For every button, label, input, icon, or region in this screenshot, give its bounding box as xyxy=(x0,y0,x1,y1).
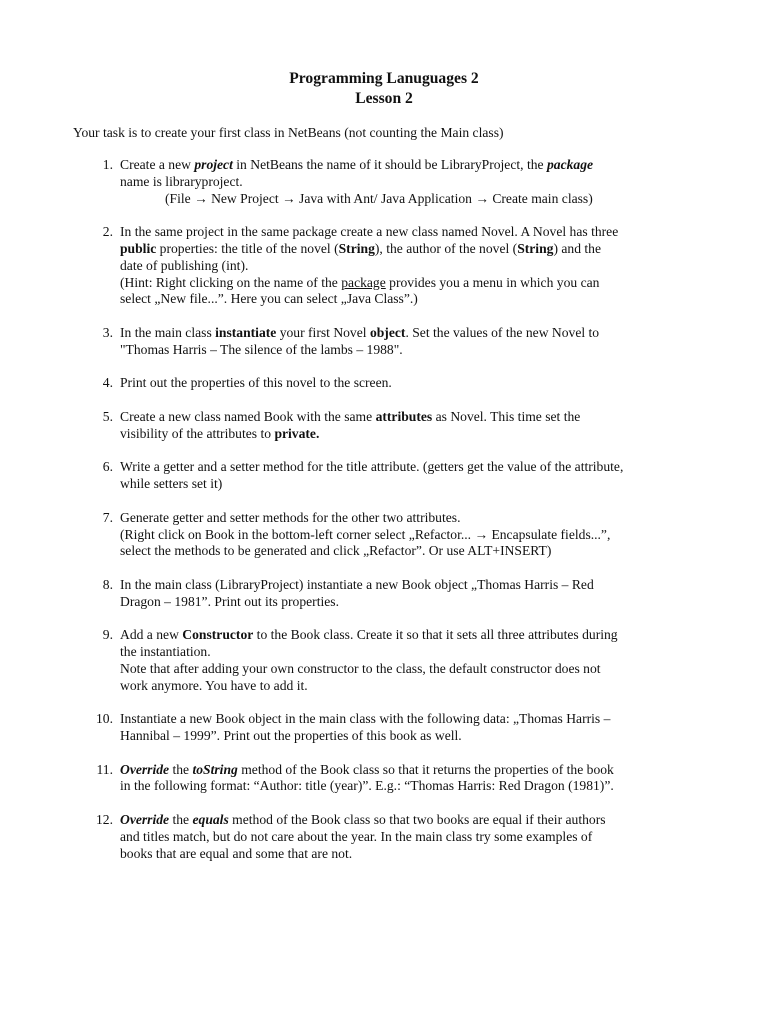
text-segment: Add a new xyxy=(120,627,183,643)
text-segment: method of the Book class so that it returns the properties of the book xyxy=(237,761,614,777)
text-segment: Override xyxy=(120,812,170,828)
text-segment: object xyxy=(369,324,406,340)
text-segment: Note that after adding your own constructor to the class, the default constructor does not xyxy=(120,660,601,676)
text-segment: Dragon – 1981”. Print out its properties. xyxy=(120,593,339,609)
text-line xyxy=(120,812,700,829)
text-segment: package xyxy=(341,274,386,290)
text-segment: attributes xyxy=(375,408,433,424)
text-line xyxy=(120,325,700,342)
text-segment: Constructor xyxy=(182,627,254,643)
task-item-9 xyxy=(0,627,700,694)
page-title xyxy=(0,69,768,109)
title-line-1: Programming Lanuguages 2 xyxy=(289,70,479,87)
task-item-2 xyxy=(0,224,700,308)
task-item-7 xyxy=(0,510,700,560)
task-number: 2. xyxy=(102,224,113,240)
text-segment: as Novel. This time set the xyxy=(432,408,581,424)
text-segment: date of publishing (int). xyxy=(120,257,249,273)
text-segment: ) and the xyxy=(553,240,602,256)
text-segment: In the main class xyxy=(120,324,216,340)
text-segment: Instantiate a new Book object in the main class with the following data: „Thomas Harris – xyxy=(120,711,611,727)
text-segment: and titles match, but do not care about the year. In the main class try some examples of xyxy=(120,828,593,844)
text-segment: public xyxy=(120,240,157,256)
title-line-2: Lesson 2 xyxy=(355,90,413,107)
text-segment: name is libraryproject. xyxy=(120,173,243,189)
task-item-1 xyxy=(0,157,700,207)
text-segment: In the same project in the same package create a new class named Novel. A Novel has three xyxy=(120,224,619,240)
task-list xyxy=(0,157,768,879)
emphasis xyxy=(120,762,169,777)
emphasis xyxy=(120,812,169,827)
task-item-12 xyxy=(0,812,700,862)
text-segment: Hannibal – 1999”. Print out the properties of this book as well. xyxy=(120,728,462,744)
text-segment: package xyxy=(546,157,594,172)
text-segment: in the following format: “Author: title (year)”. E.g.: “Thomas Harris: Red Dragon (1981)”. xyxy=(120,778,614,794)
text-segment: toString xyxy=(192,761,238,777)
text-segment: Print out the properties of this novel to the screen. xyxy=(120,375,392,391)
task-number: 4. xyxy=(102,375,113,391)
text-line xyxy=(120,275,700,292)
text-segment: (Hint: Right clicking on the name of the xyxy=(120,274,342,290)
text-segment: visibility of the attributes to xyxy=(120,425,275,441)
text-segment: select the methods to be generated and click „Refactor”. Or use ALT+INSERT) xyxy=(120,543,552,559)
task-item-4 xyxy=(0,375,700,392)
task-number: 10. xyxy=(96,711,113,727)
emphasis xyxy=(547,157,593,172)
task-number: 5. xyxy=(102,408,113,424)
text-segment: String xyxy=(338,240,375,256)
text-segment: the xyxy=(169,761,193,777)
text-segment: ), the author of the novel ( xyxy=(374,240,518,256)
text-segment: in NetBeans the name of it should be LibraryProject, the xyxy=(232,157,547,172)
text-segment: equals xyxy=(192,812,229,828)
task-number: 11. xyxy=(96,761,113,777)
text-segment: your first Novel xyxy=(276,324,370,340)
text-line xyxy=(120,409,700,426)
text-segment: method of the Book class so that two books are equal if their authors xyxy=(228,812,606,828)
text-segment: work anymore. You have to add it. xyxy=(120,677,308,693)
text-segment: Create a new xyxy=(120,157,195,172)
task-item-6 xyxy=(0,459,700,493)
text-line xyxy=(120,241,700,258)
text-segment: properties: the title of the novel ( xyxy=(156,240,339,256)
text-segment: the xyxy=(169,812,193,828)
task-item-5 xyxy=(0,409,700,443)
task-number: 6. xyxy=(102,459,113,475)
text-segment: instantiate xyxy=(215,324,277,340)
task-number: 3. xyxy=(102,324,113,340)
task-item-8 xyxy=(0,577,700,611)
task-number: 8. xyxy=(102,576,113,592)
text-segment: Override xyxy=(120,761,170,777)
task-number: 7. xyxy=(102,509,113,525)
text-segment: while setters set it) xyxy=(120,476,223,492)
text-segment: In the main class (LibraryProject) instantiate a new Book object „Thomas Harris – Red xyxy=(120,576,594,592)
text-line xyxy=(120,157,700,174)
text-segment: the instantiation. xyxy=(120,644,211,660)
text-line xyxy=(120,426,700,443)
emphasis xyxy=(194,157,233,172)
text-segment: to the Book class. Create it so that it sets all three attributes during xyxy=(253,627,618,643)
task-item-3 xyxy=(0,325,700,359)
text-segment: String xyxy=(517,240,554,256)
text-segment: Create a new class named Book with the same xyxy=(120,408,376,424)
emphasis xyxy=(192,762,237,777)
text-segment: provides you a menu in which you can xyxy=(385,274,600,290)
task-number: 9. xyxy=(102,627,113,643)
text-segment: Write a getter and a setter method for the title attribute. (getters get the value of the attribute, xyxy=(120,459,624,475)
task-item-11 xyxy=(0,762,700,796)
text-segment: (File → New Project → Java with Ant/ Java Application → Create main class) xyxy=(165,190,593,206)
text-segment: project xyxy=(194,157,233,172)
text-segment: Generate getter and setter methods for the other two attributes. xyxy=(120,509,461,525)
text-segment: . Set the values of the new Novel to xyxy=(405,324,600,340)
text-segment: (Right click on Book in the bottom-left corner select „Refactor... → Encapsulate fields...”, xyxy=(120,526,611,542)
text-segment: private. xyxy=(274,425,320,441)
task-number: 1. xyxy=(102,157,113,172)
task-item-10 xyxy=(0,711,700,745)
text-line xyxy=(120,762,700,779)
intro-paragraph: Your task is to create your first class in NetBeans (not counting the Main class) xyxy=(73,125,504,140)
text-segment: books that are equal and some that are not. xyxy=(120,845,353,861)
text-line xyxy=(120,627,700,644)
text-segment: "Thomas Harris – The silence of the lambs – 1988". xyxy=(120,341,403,357)
text-segment: select „New file...”. Here you can select „Java Class”.) xyxy=(120,291,418,307)
task-number: 12. xyxy=(96,812,113,828)
emphasis xyxy=(192,812,228,827)
